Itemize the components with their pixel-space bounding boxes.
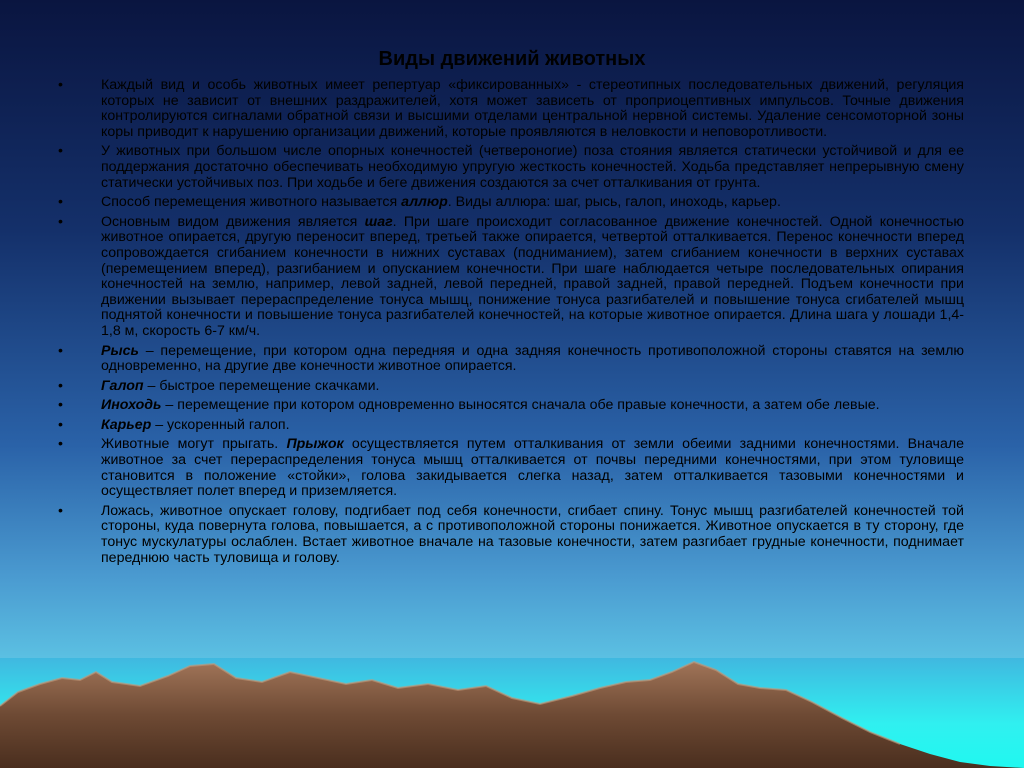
bullet-icon: •: [58, 213, 63, 230]
bullet-text: Способ перемещения животного называется: [101, 194, 402, 211]
bullet-item: [58, 78, 964, 140]
bullet-keyword: шаг: [364, 213, 393, 230]
bullet-keyword: аллюр: [401, 194, 448, 211]
bullet-item: [58, 379, 964, 395]
bullet-text: Ложась, животное опускает голову, подгибает под себя конечности, сгибает спину. Тонус мышц разгибателей конечностей той стороны, куда повернута голова, повышается, а с противоположной стороны понижается. Животное опускается в ту сторону, где тонус мускулатуры ослаблен. Встает животное вначале на тазовые конечности, затем разгибает грудные конечности, поднимает переднюю часть туловища и голову.: [101, 502, 964, 566]
bullet-item: [58, 504, 964, 566]
bullet-icon: •: [58, 436, 63, 453]
bullet-text: У животных при большом числе опорных конечностей (четвероногие) поза стояния является статически устойчивой и для ее поддержания достаточно обеспечивать необходимую упругую жесткость конечностей. Ходьба представляет непрерывную смену статически устойчивых поз. При ходьбе и беге движения создаются за счет отталкивания от грунта.: [101, 143, 964, 191]
bullet-item: [58, 195, 964, 211]
bullet-item: [58, 344, 964, 375]
slide-title: Виды движений животных: [378, 48, 646, 70]
bullet-keyword: Рысь: [101, 342, 139, 359]
bullet-text: Животные могут прыгать.: [101, 436, 287, 453]
bullet-text: Основным видом движения является: [101, 213, 365, 230]
bullet-icon: •: [58, 143, 63, 160]
bullet-item: [58, 418, 964, 434]
bullet-text: . Виды аллюра: шаг, рысь, галоп, иноходь, карьер.: [447, 194, 781, 211]
bullet-icon: •: [58, 397, 63, 414]
bullet-icon: •: [58, 377, 63, 394]
bullet-text: – перемещение при котором одновременно выносятся сначала обе правые конечности, а затем обе левые.: [161, 397, 880, 414]
bullet-icon: •: [58, 342, 63, 359]
bullet-icon: •: [58, 502, 63, 519]
bullet-icon: •: [58, 194, 63, 211]
mountain-range: [0, 662, 1024, 768]
bullet-item: [58, 398, 964, 414]
mountains-illustration: [0, 658, 1024, 768]
bullet-text: . При шаге происходит согласованное движение конечностей. Одной конечностью животное опирается, другую переносит вперед, третьей также опирается, четвертой отталкивается. Перенос конечности вперед сопровождается сгибанием конечности в нижних суставах (подниманием), затем сгибанием конечности в верхних суставах (перемещением вперед), разгибанием и опусканием конечности. При шаге наблюдается четыре последовательных опирания конечностей на землю, например, левой задней, левой передней, правой задней, правой передней. Подъем конечности при движении вызывает перераспределение тонуса мышц, понижение тонуса разгибателей и повышение тонуса сгибателей мышц поднятой конечности и повышение тонуса разгибателей конечностей, на которые животное опирается. Длина шага у лошади 1,4-1,8 м, скорость 6-7 км/ч.: [101, 213, 964, 339]
bullet-keyword: Галоп: [101, 377, 144, 394]
bullet-keyword: Карьер: [101, 416, 152, 433]
bullet-list: [58, 78, 964, 570]
bullet-icon: •: [58, 416, 63, 433]
bullet-icon: •: [58, 77, 63, 93]
bullet-keyword: Иноходь: [101, 397, 162, 414]
bullet-text: – быстрое перемещение скачками.: [143, 377, 380, 394]
bullet-item: [58, 215, 964, 340]
bullet-text: осуществляется путем отталкивания от земли обеими задними конечностями. Вначале животное за счет перераспределения тонуса мышц отталкивается от почвы передними конечностями, при этом туловище становится в положение «стойки», голова закидывается слегка назад, затем отталкивается тазовыми конечностями и осуществляет полет вперед и приземляется.: [101, 436, 964, 500]
bullet-item: [58, 144, 964, 191]
bullet-item: [58, 437, 964, 499]
bullet-text: – ускоренный галоп.: [151, 416, 290, 433]
bullet-keyword: Прыжок: [286, 436, 344, 453]
bullet-text: Каждый вид и особь животных имеет репертуар «фиксированных» - стереотипных последовательных движений, регуляция которых не зависит от внешних раздражителей, хотя может зависеть от проприоцептивных импульсов. Точные движения контролируются сигналами обратной связи и высшими отделами центральной нервной системы. Удаление сенсомоторной зоны коры приводит к нарушению организации движений, которые проявляются в неловкости и неповоротливости.: [101, 77, 964, 140]
bullet-text: – перемещение, при котором одна передняя и одна задняя конечность противоположной стороны ставятся на землю одновременно, на другие две конечности животное опирается.: [101, 342, 964, 375]
